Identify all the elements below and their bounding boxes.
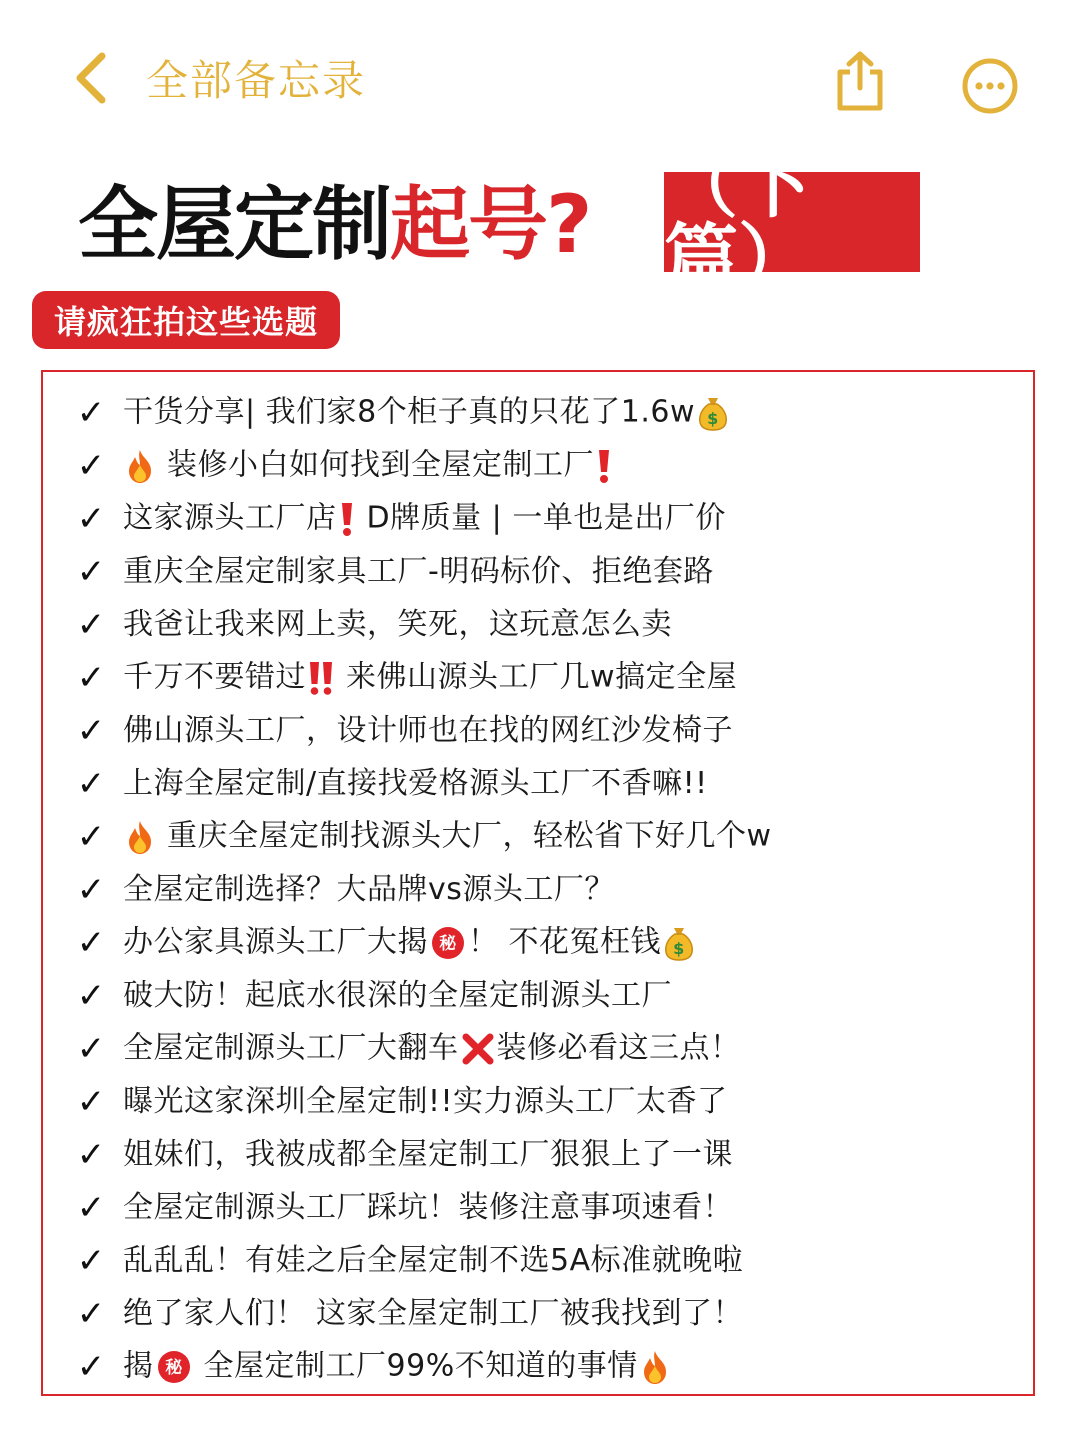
fire-icon — [125, 448, 155, 484]
checkmark-icon: ✓ — [76, 1187, 106, 1228]
topic-item — [43, 1340, 1033, 1393]
fire-icon — [125, 819, 155, 855]
topic-item — [43, 651, 1033, 704]
back-button[interactable] — [70, 48, 366, 108]
topic-text-segment: 办公家具源头工厂大揭 — [123, 924, 428, 959]
topic-text — [123, 712, 733, 748]
topic-text — [123, 1136, 733, 1172]
topic-item — [43, 704, 1033, 757]
back-label: 全部备忘录 — [146, 56, 367, 105]
exclamation-icon — [596, 448, 612, 484]
checkmark-icon: ✓ — [76, 551, 106, 592]
topic-item — [43, 969, 1033, 1022]
double-exclamation-icon — [308, 660, 334, 696]
fire-icon — [640, 1349, 670, 1385]
topic-text-segment: 全屋定制源头工厂大翻车 — [123, 1030, 459, 1065]
topic-list — [43, 386, 1033, 1393]
topic-text-segment: 这家源头工厂店 — [123, 500, 337, 535]
topic-item — [43, 1022, 1033, 1075]
checkmark-icon: ✓ — [76, 710, 106, 751]
topic-item — [43, 386, 1033, 439]
topic-item — [43, 1075, 1033, 1128]
topic-text — [123, 871, 615, 907]
topic-text — [123, 1295, 744, 1331]
topic-text — [123, 395, 731, 431]
topic-text — [123, 1032, 741, 1066]
checkmark-icon: ✓ — [76, 975, 106, 1016]
svg-text:$: $ — [673, 938, 685, 958]
topic-item — [43, 810, 1033, 863]
secret-icon — [430, 925, 466, 961]
secret-icon — [156, 1349, 192, 1385]
topic-text — [123, 925, 697, 961]
nav-bar — [0, 0, 1080, 170]
checkmark-icon: ✓ — [76, 657, 106, 698]
topic-text-segment: 姐妹们，我被成都全屋定制工厂狠狠上了一课 — [123, 1136, 733, 1172]
topic-text — [123, 1242, 744, 1278]
topic-text-segment: 装修小白如何找到全屋定制工厂 — [157, 447, 595, 482]
checkmark-icon: ✓ — [76, 392, 106, 433]
topic-text-segment: 千万不要错过 — [123, 659, 306, 694]
topic-text-segment: 上海全屋定制/直接找爱格源头工厂不香嘛!! — [123, 765, 708, 801]
checkmark-icon: ✓ — [76, 1134, 106, 1175]
topic-text-segment: 绝了家人们！ 这家全屋定制工厂被我找到了！ — [123, 1295, 744, 1331]
topic-item — [43, 598, 1033, 651]
svg-text:秘: 秘 — [439, 933, 457, 954]
topic-text-segment: 佛山源头工厂，设计师也在找的网红沙发椅子 — [123, 712, 733, 748]
checkmark-icon: ✓ — [76, 1028, 106, 1069]
topic-text-segment: 全屋定制工厂99%不知道的事情 — [193, 1348, 638, 1383]
topic-text-segment: 全屋定制选择？大品牌vs源头工厂？ — [123, 871, 615, 907]
subtitle-badge: 请疯狂拍这些选题 — [32, 291, 340, 349]
topic-text-segment: 揭 — [123, 1348, 154, 1383]
checkmark-icon: ✓ — [76, 1346, 106, 1387]
topic-text-segment: 重庆全屋定制家具工厂-明码标价、拒绝套路 — [123, 553, 714, 589]
chevron-left-icon — [70, 50, 110, 106]
topic-text — [123, 977, 672, 1013]
topic-text — [123, 765, 708, 801]
exclamation-icon — [339, 501, 355, 537]
topic-item — [43, 1234, 1033, 1287]
checkmark-icon: ✓ — [76, 922, 106, 963]
topic-text — [123, 1349, 672, 1385]
topic-text-segment: 我爸让我来网上卖，笑死，这玩意怎么卖 — [123, 606, 672, 642]
topic-item — [43, 1128, 1033, 1181]
topic-text-segment: 全屋定制源头工厂踩坑！装修注意事项速看！ — [123, 1189, 733, 1225]
topic-text — [123, 606, 672, 642]
topic-text-segment: ！ 不花冤枉钱 — [468, 924, 662, 959]
more-button[interactable] — [960, 56, 1020, 120]
svg-text:$: $ — [707, 408, 719, 428]
title-main: 全屋定制 — [78, 178, 390, 271]
topic-text — [123, 501, 726, 537]
checkmark-icon: ✓ — [76, 604, 106, 645]
topic-text — [123, 1083, 728, 1119]
topic-text — [123, 819, 772, 855]
topic-text-segment: 乱乱乱！有娃之后全屋定制不选5A标准就晚啦 — [123, 1242, 744, 1278]
cross-mark-icon — [461, 1032, 495, 1066]
money-bag-icon — [697, 395, 729, 431]
share-button[interactable] — [832, 50, 888, 116]
topic-item — [43, 545, 1033, 598]
more-icon — [960, 101, 1020, 120]
checkmark-icon: ✓ — [76, 1081, 106, 1122]
topic-item — [43, 439, 1033, 492]
checkmark-icon: ✓ — [76, 1240, 106, 1281]
topic-text-segment: 来佛山源头工厂几w搞定全屋 — [336, 659, 738, 694]
topic-list-box — [41, 370, 1035, 1396]
money-bag-icon — [663, 925, 695, 961]
checkmark-icon: ✓ — [76, 763, 106, 804]
checkmark-icon: ✓ — [76, 1293, 106, 1334]
checkmark-icon: ✓ — [76, 869, 106, 910]
topic-item — [43, 1287, 1033, 1340]
topic-text — [123, 448, 614, 484]
checkmark-icon: ✓ — [76, 498, 106, 539]
share-icon — [832, 97, 888, 116]
title-tag: （下篇） — [664, 172, 920, 272]
checkmark-icon: ✓ — [76, 816, 106, 857]
topic-item — [43, 492, 1033, 545]
topic-text — [123, 1189, 733, 1225]
topic-text-segment: 干货分享| 我们家8个柜子真的只花了1.6w — [123, 394, 695, 429]
topic-text-segment: 装修必看这三点！ — [496, 1030, 741, 1065]
topic-text-segment: 曝光这家深圳全屋定制!!实力源头工厂太香了 — [123, 1083, 728, 1119]
title-highlight: 起号? — [390, 178, 591, 271]
topic-text — [123, 660, 737, 696]
svg-text:秘: 秘 — [164, 1357, 183, 1378]
topic-item — [43, 863, 1033, 916]
topic-text-segment: 破大防！起底水很深的全屋定制源头工厂 — [123, 977, 672, 1013]
checkmark-icon: ✓ — [76, 445, 106, 486]
topic-item — [43, 916, 1033, 969]
topic-item — [43, 757, 1033, 810]
page-title — [78, 170, 590, 280]
topic-text-segment: D牌质量 | 一单也是出厂价 — [356, 500, 726, 535]
topic-text — [123, 553, 714, 589]
topic-text-segment: 重庆全屋定制找源头大厂，轻松省下好几个w — [157, 818, 772, 853]
topic-item — [43, 1181, 1033, 1234]
